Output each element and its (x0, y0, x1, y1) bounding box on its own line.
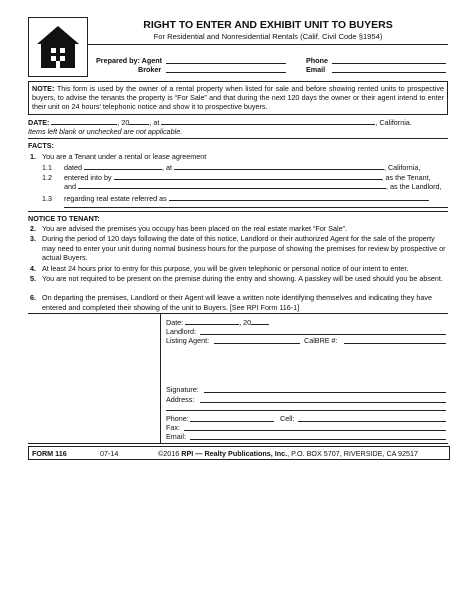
address-label: Address: (166, 395, 195, 404)
notice-5-text: You are not required to be present on the premise during the entry and showing. A passkey will be used should you be absent. (42, 274, 443, 283)
date-at-label: , at (149, 118, 160, 127)
sig-phone-label: Phone: (166, 414, 189, 423)
notice-4-text: At least 24 hours prior to entry for this purpose, you will be given telephonic or personal notice of our intent to enter. (42, 264, 409, 273)
fact-1-3-row (64, 194, 448, 203)
fact-1-3-number: 1.3 (42, 194, 52, 203)
lease-date-field[interactable] (84, 169, 162, 170)
sig-fax-label: Fax: (166, 423, 180, 432)
property-field[interactable] (169, 200, 429, 201)
sig-date-row (166, 318, 269, 327)
form-date: 07-14 (100, 449, 119, 458)
facts-heading: FACTS: (28, 141, 54, 150)
sig-email-label: Email: (166, 432, 186, 441)
email-field[interactable] (332, 72, 446, 73)
signature-label: Signature: (166, 385, 199, 394)
phone-label: Phone (306, 56, 328, 65)
notice-4-number: 4. (30, 264, 36, 273)
date-year-prefix: , 20 (117, 118, 130, 127)
notice-6-text: On departing the premises, Landlord or their Agent will leave a written note identifying themselves and indicating they have entered and completed their showing of the unit to Buyers. [See RPI Form 116-1] (42, 293, 432, 312)
address-field-2[interactable] (166, 410, 446, 411)
address-field[interactable] (200, 402, 446, 403)
fact-1-1-dated: dated (64, 163, 82, 172)
tenant-field[interactable] (114, 179, 382, 180)
fact-1-1-at: , at (162, 163, 172, 172)
form-title: RIGHT TO ENTER AND EXHIBIT UNIT TO BUYERS (143, 19, 393, 31)
fact-1-2-landlord: , as the Landlord, (386, 182, 442, 191)
house-logo-icon (29, 69, 87, 78)
property-field-2[interactable] (64, 207, 448, 208)
publisher-address: , P.O. BOX 5707, RIVERSIDE, CA 92517 (287, 449, 419, 458)
listing-agent-field[interactable] (214, 343, 300, 344)
broker-field[interactable] (166, 72, 286, 73)
fact-1-1-ca: , California, (384, 163, 421, 172)
form-subtitle: For Residential and Nonresidential Rentals (Calif. Civil Code §1954) (153, 32, 383, 41)
sig-cell-label: Cell: (280, 414, 295, 423)
listing-agent-label: Listing Agent: (166, 336, 210, 345)
title-divider (88, 44, 448, 45)
copyright-line (158, 449, 418, 458)
fact-1-3-text: regarding real estate referred as (64, 194, 167, 203)
date-field[interactable] (51, 124, 117, 125)
email-label: Email (306, 65, 326, 74)
sig-cell-field[interactable] (298, 421, 446, 422)
calbre-label: CalBRE #: (304, 336, 338, 345)
lease-location-field[interactable] (174, 169, 384, 170)
copyright-prefix: ©2016 (158, 449, 182, 458)
broker-label: Broker (138, 65, 162, 74)
note-box (28, 81, 448, 115)
date-label: DATE: (28, 118, 50, 127)
note-text: This form is used by the owner of a rental property when listed for sale and before showing rented units to prospective buyers, to advise the tenants the property is “For Sale” and that during the next 120 days the owner or their agent intend to enter their unit on 24 hours' telephonic notice and show it to prospective buyers. (32, 84, 444, 112)
sig-fax-field[interactable] (184, 430, 446, 431)
notice-2-text: You are advised the premises you occupy has been placed on the real estate market “For Sale”. (42, 224, 347, 233)
signature-field[interactable] (204, 392, 446, 393)
notice-2-number: 2. (30, 224, 36, 233)
fact-1-text: You are a Tenant under a rental or lease agreement (42, 152, 207, 161)
landlord-field[interactable] (78, 188, 386, 189)
notice-5-number: 5. (30, 274, 36, 283)
prepared-by-label: Prepared by: Agent (96, 56, 163, 65)
fact-1-2-entered: entered into by (64, 173, 112, 182)
logo-box (28, 17, 88, 77)
sig-phone-field[interactable] (190, 421, 274, 422)
fact-1-1-row (64, 163, 448, 172)
fact-1-number: 1. (30, 152, 36, 161)
note-label: NOTE: (32, 84, 55, 93)
date-row (28, 118, 448, 127)
divider-2 (28, 211, 448, 212)
notice-3-text: During the period of 120 days following the date of this notice, Landlord or their authorized Agent for the sale of the property may need to enter your unit during normal business hours for the purpose of showing the premises for review by prospective or actual Buyers. (42, 234, 446, 263)
fact-1-2-row-2 (64, 182, 448, 191)
fact-1-2-tenant: , as the Tenant, (381, 173, 431, 182)
divider-1 (28, 138, 448, 139)
sig-date-field[interactable] (185, 324, 239, 325)
fact-1-2-and: and (64, 182, 76, 191)
sig-year-prefix: , 20 (239, 318, 252, 327)
notice-6-number: 6. (30, 293, 36, 302)
calbre-field[interactable] (344, 343, 446, 344)
phone-field[interactable] (332, 63, 446, 64)
sig-landlord-field[interactable] (200, 334, 446, 335)
publisher-name: RPI — Realty Publications, Inc. (181, 449, 288, 458)
sig-year-field[interactable] (251, 324, 269, 325)
date-location-field[interactable] (161, 124, 375, 125)
agent-field[interactable] (166, 63, 286, 64)
form-number: FORM 116 (32, 449, 67, 458)
date-state: , California. (375, 118, 412, 127)
fact-1-1-number: 1.1 (42, 163, 52, 172)
notice-heading: NOTICE TO TENANT: (28, 214, 100, 223)
blank-note: Items left blank or unchecked are not applicable. (28, 127, 183, 136)
signature-left-box (28, 313, 161, 443)
sig-date-label: Date: (166, 318, 184, 327)
sig-email-field[interactable] (190, 439, 446, 440)
notice-3-number: 3. (30, 234, 36, 243)
date-year-field[interactable] (129, 124, 149, 125)
signature-bottom-rule (28, 443, 448, 444)
sig-landlord-label: Landlord: (166, 327, 196, 336)
fact-1-2-number: 1.2 (42, 173, 52, 182)
fact-1-2-row (64, 173, 448, 182)
